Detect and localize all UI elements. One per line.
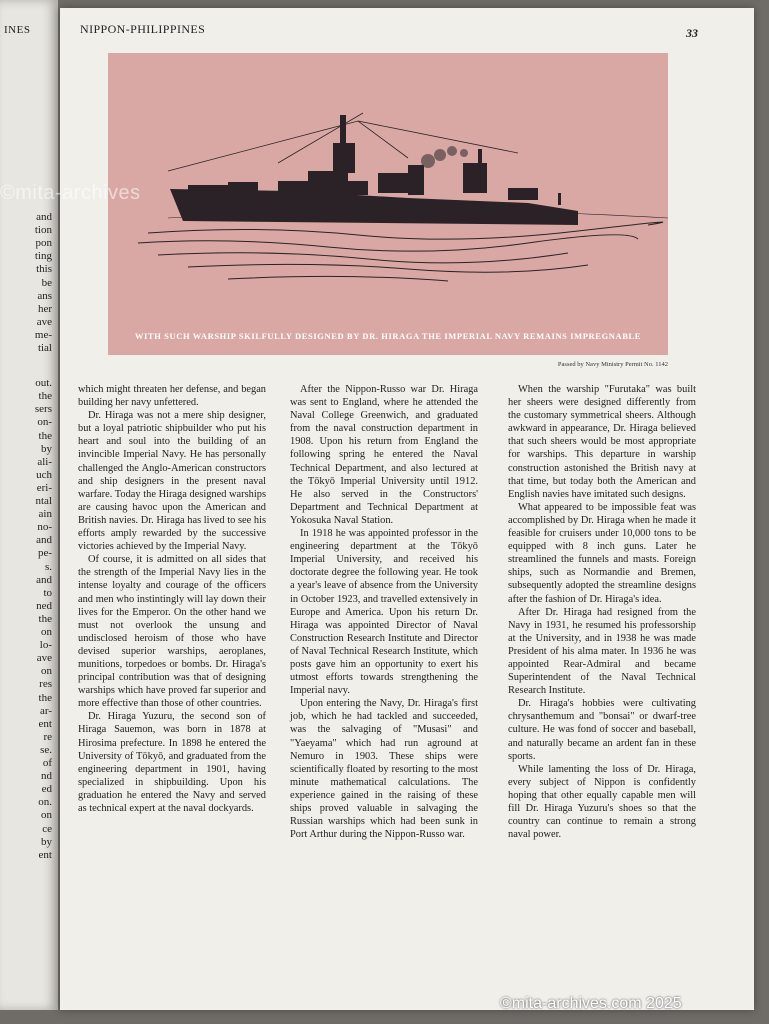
illustration-caption: WITH SUCH WARSHIP SKILFULLY DESIGNED BY DR. HIRAGA THE IMPERIAL NAVY REMAINS IMPREGNABLE [134, 331, 642, 341]
paragraph: After Dr. Hiraga had resigned from the Navy in 1931, he resumed his professorship at the University, and in 1938 he was made President of his alma mater. In 1936 he was appointed Rear-Admiral and became Superintendent of the Naval Technical Research Institute. [508, 606, 696, 697]
left-page-fragment: me- [34, 328, 52, 341]
paragraph: When the warship "Furutaka" was built her sheers were designed differently from the customary symmetrical sheers. Although awkward in appearance, Dr. Hiraga believed that such sheers would be most appropriate for warships. This departure in warship construction astonished the British navy at that time, but today both the American and English navies have imitated such designs. [508, 384, 696, 500]
left-page-fragment: ain [38, 508, 52, 521]
left-page-fragment: this [36, 263, 52, 276]
left-page-fragment: ed [41, 783, 52, 796]
left-page-fragment: ave [36, 315, 52, 328]
left-page-fragment: on [41, 809, 52, 822]
left-page-fragment: re [43, 730, 52, 743]
left-page-fragment: ali- [37, 455, 52, 468]
page-number: 33 [686, 26, 698, 40]
left-page-fragment: out. [35, 377, 52, 390]
copyright-text: ©mita-archives.com 2025 [500, 995, 682, 1012]
left-page-fragment: on. [38, 796, 52, 809]
left-page-fragment: ent [38, 717, 52, 730]
left-page-fragment: by [41, 442, 52, 455]
text-column-1 [78, 383, 266, 815]
permit-note: Passed by Navy Ministry Permit No. 1142 [557, 361, 668, 368]
left-page-header: INES [4, 24, 31, 36]
left-page-fragment: res [39, 678, 52, 691]
left-page-fragment: lo- [39, 639, 52, 652]
left-page-fragment: ave [36, 652, 52, 665]
left-page-fragment: se. [40, 743, 52, 756]
magazine-page [60, 8, 754, 1010]
left-page-fragment: the [38, 429, 52, 442]
left-page-fragment: the [38, 612, 52, 625]
warship-illustration [108, 53, 668, 355]
left-page-fragment: and [36, 573, 52, 586]
paragraph: Dr. Hiraga Yuzuru, the second son of Hiraga Sauemon, was born in 1878 at Hirosima prefecture. In 1898 he entered the University of Tōkyō, and graduated from the engineering department in 1901, having specialized in shipbuilding. Upon his graduation he entered the Navy and served as technical expert at the naval dockyards. [78, 711, 266, 814]
left-page-fragment: the [38, 691, 52, 704]
paragraph: which might threaten her defense, and began building her navy unfettered. [78, 384, 266, 409]
watermark-text: ©mita-archives [0, 182, 141, 204]
left-page-fragment: the [38, 390, 52, 403]
left-page-fragment: ntal [35, 495, 52, 507]
left-page-fragment: her [37, 302, 52, 315]
left-page-fragment: ce [42, 822, 52, 835]
left-page-fragment: be [41, 276, 52, 289]
left-page-fragment: ar- [40, 704, 52, 717]
left-page-fragment: s. [44, 560, 52, 573]
paragraph: Upon entering the Navy, Dr. Hiraga's first job, which he had tackled and succeeded, was the salvaging of "Musasi" and "Yaeyama" which had run aground at Nemuro in 1903. These ships were scientifically floated by resorting to the most minute mathematical calculations. The experience gained in the raising of these ships proved valuable in salvaging the Russian warships which had been sunk in Port Arthur during the Nippon-Russo war. [290, 698, 478, 841]
paragraph: Of course, it is admitted on all sides that the strength of the Imperial Navy lies in the intense loyalty and courage of the officers and men who instintingly will lay down their lives for the Emperor. On the other hand we must not overlook the unsung and undisclosed heroism of those who have devised superior warships, aeroplanes, munitions, torpedoes or bombs. Dr. Hiraga's principal contribution was that of designing warships which have proved far superior and more effective than those of other countries. [78, 554, 266, 710]
left-page-fragment: on [41, 626, 52, 638]
left-page-fragment: ent [38, 848, 52, 861]
paragraph: After the Nippon-Russo war Dr. Hiraga was sent to England, where he attended the Naval College Greenwich, and graduated from the naval construction department in 1908. Upon his return from England the following spring he entered the Naval Technical Department, and also lectured at the Tōkyō Imperial University until 1912. He also served in the Constructors' Department and Technical Department at Yokosuka Naval Station. [290, 384, 478, 526]
left-page-fragment: ting [34, 250, 52, 263]
paragraph: Dr. Hiraga's hobbies were cultivating chrysanthemum and "bonsai" or dwarf-tree culture. He was fond of soccer and baseball, and naturally became an ardent fan in these sports. [508, 698, 696, 762]
paragraph: While lamenting the loss of Dr. Hiraga, every subject of Nippon is confidently hoping that other equally capable men will fill Dr. Hiraga Yuzuru's shoes so that the country can continue to remain a strong naval power. [508, 763, 696, 841]
left-page-fragment: ned [36, 599, 52, 612]
left-page-fragment: and [36, 211, 52, 223]
text-column-3 [508, 383, 696, 841]
left-page-fragment: pon [35, 237, 52, 250]
left-page-fragment: pe- [37, 547, 52, 560]
left-page-fragment: by [41, 835, 52, 848]
left-page-fragment: tion [34, 224, 52, 237]
left-page-fragment: and [36, 534, 52, 547]
left-page-fragment: sers [34, 403, 52, 416]
left-page-fragment: on- [37, 416, 52, 429]
left-page-fragment: of [42, 757, 52, 769]
left-page-fragment: no- [37, 521, 52, 534]
left-page-fragment: eri- [36, 481, 52, 494]
left-page-fragment: on [41, 665, 52, 678]
left-page-fragment: ans [37, 289, 52, 302]
warship-drawing [108, 53, 668, 355]
page-header-title: NIPPON-PHILIPPINES [80, 22, 206, 36]
paragraph: Dr. Hiraga was not a mere ship designer, but a loyal patriotic shipbuilder who put his heart and soul into the building of an invincible Imperial Navy. He has personally challenged the Anglo-American constructors and ship designers in the present naval warfare. Today the Hiraga designed warships are causing havoc upon the American and British navies. Dr. Hiraga has lived to see his efforts amply rewarded by the successive victories achieved by the Imperial Navy. [78, 410, 266, 553]
paragraph: What appeared to be impossible feat was accomplished by Dr. Hiraga when he made it feasible for cruisers under 10,000 tons to be equipped with 8 inch guns. Later he streamlined the funnels and masts. Foreign ships, such as Normandie and Bremen, subsequently adopted the streamline designs after the fashion of Dr. Hiraga's idea. [508, 501, 696, 605]
left-page-fragment: uch [36, 468, 52, 481]
left-page-edge [0, 0, 58, 1010]
left-page-fragment: nd [41, 770, 52, 783]
text-column-2 [290, 383, 478, 841]
left-page-fragment: tial [37, 342, 52, 354]
left-page-fragment: to [43, 586, 52, 599]
paragraph: In 1918 he was appointed professor in the engineering department at the Tōkyō Imperial University, and received his doctorate degree the following year. He took a year's leave of absence from the University in October 1923, and travelled extensively in Europe and America. Upon his return Dr. Hiraga was appointed Director of Naval Construction Research Institute and Director of Naval Technical Research Institute, which posts gave him an opportunity to exert his utmost efforts towards strengthening the Imperial navy. [290, 528, 478, 697]
